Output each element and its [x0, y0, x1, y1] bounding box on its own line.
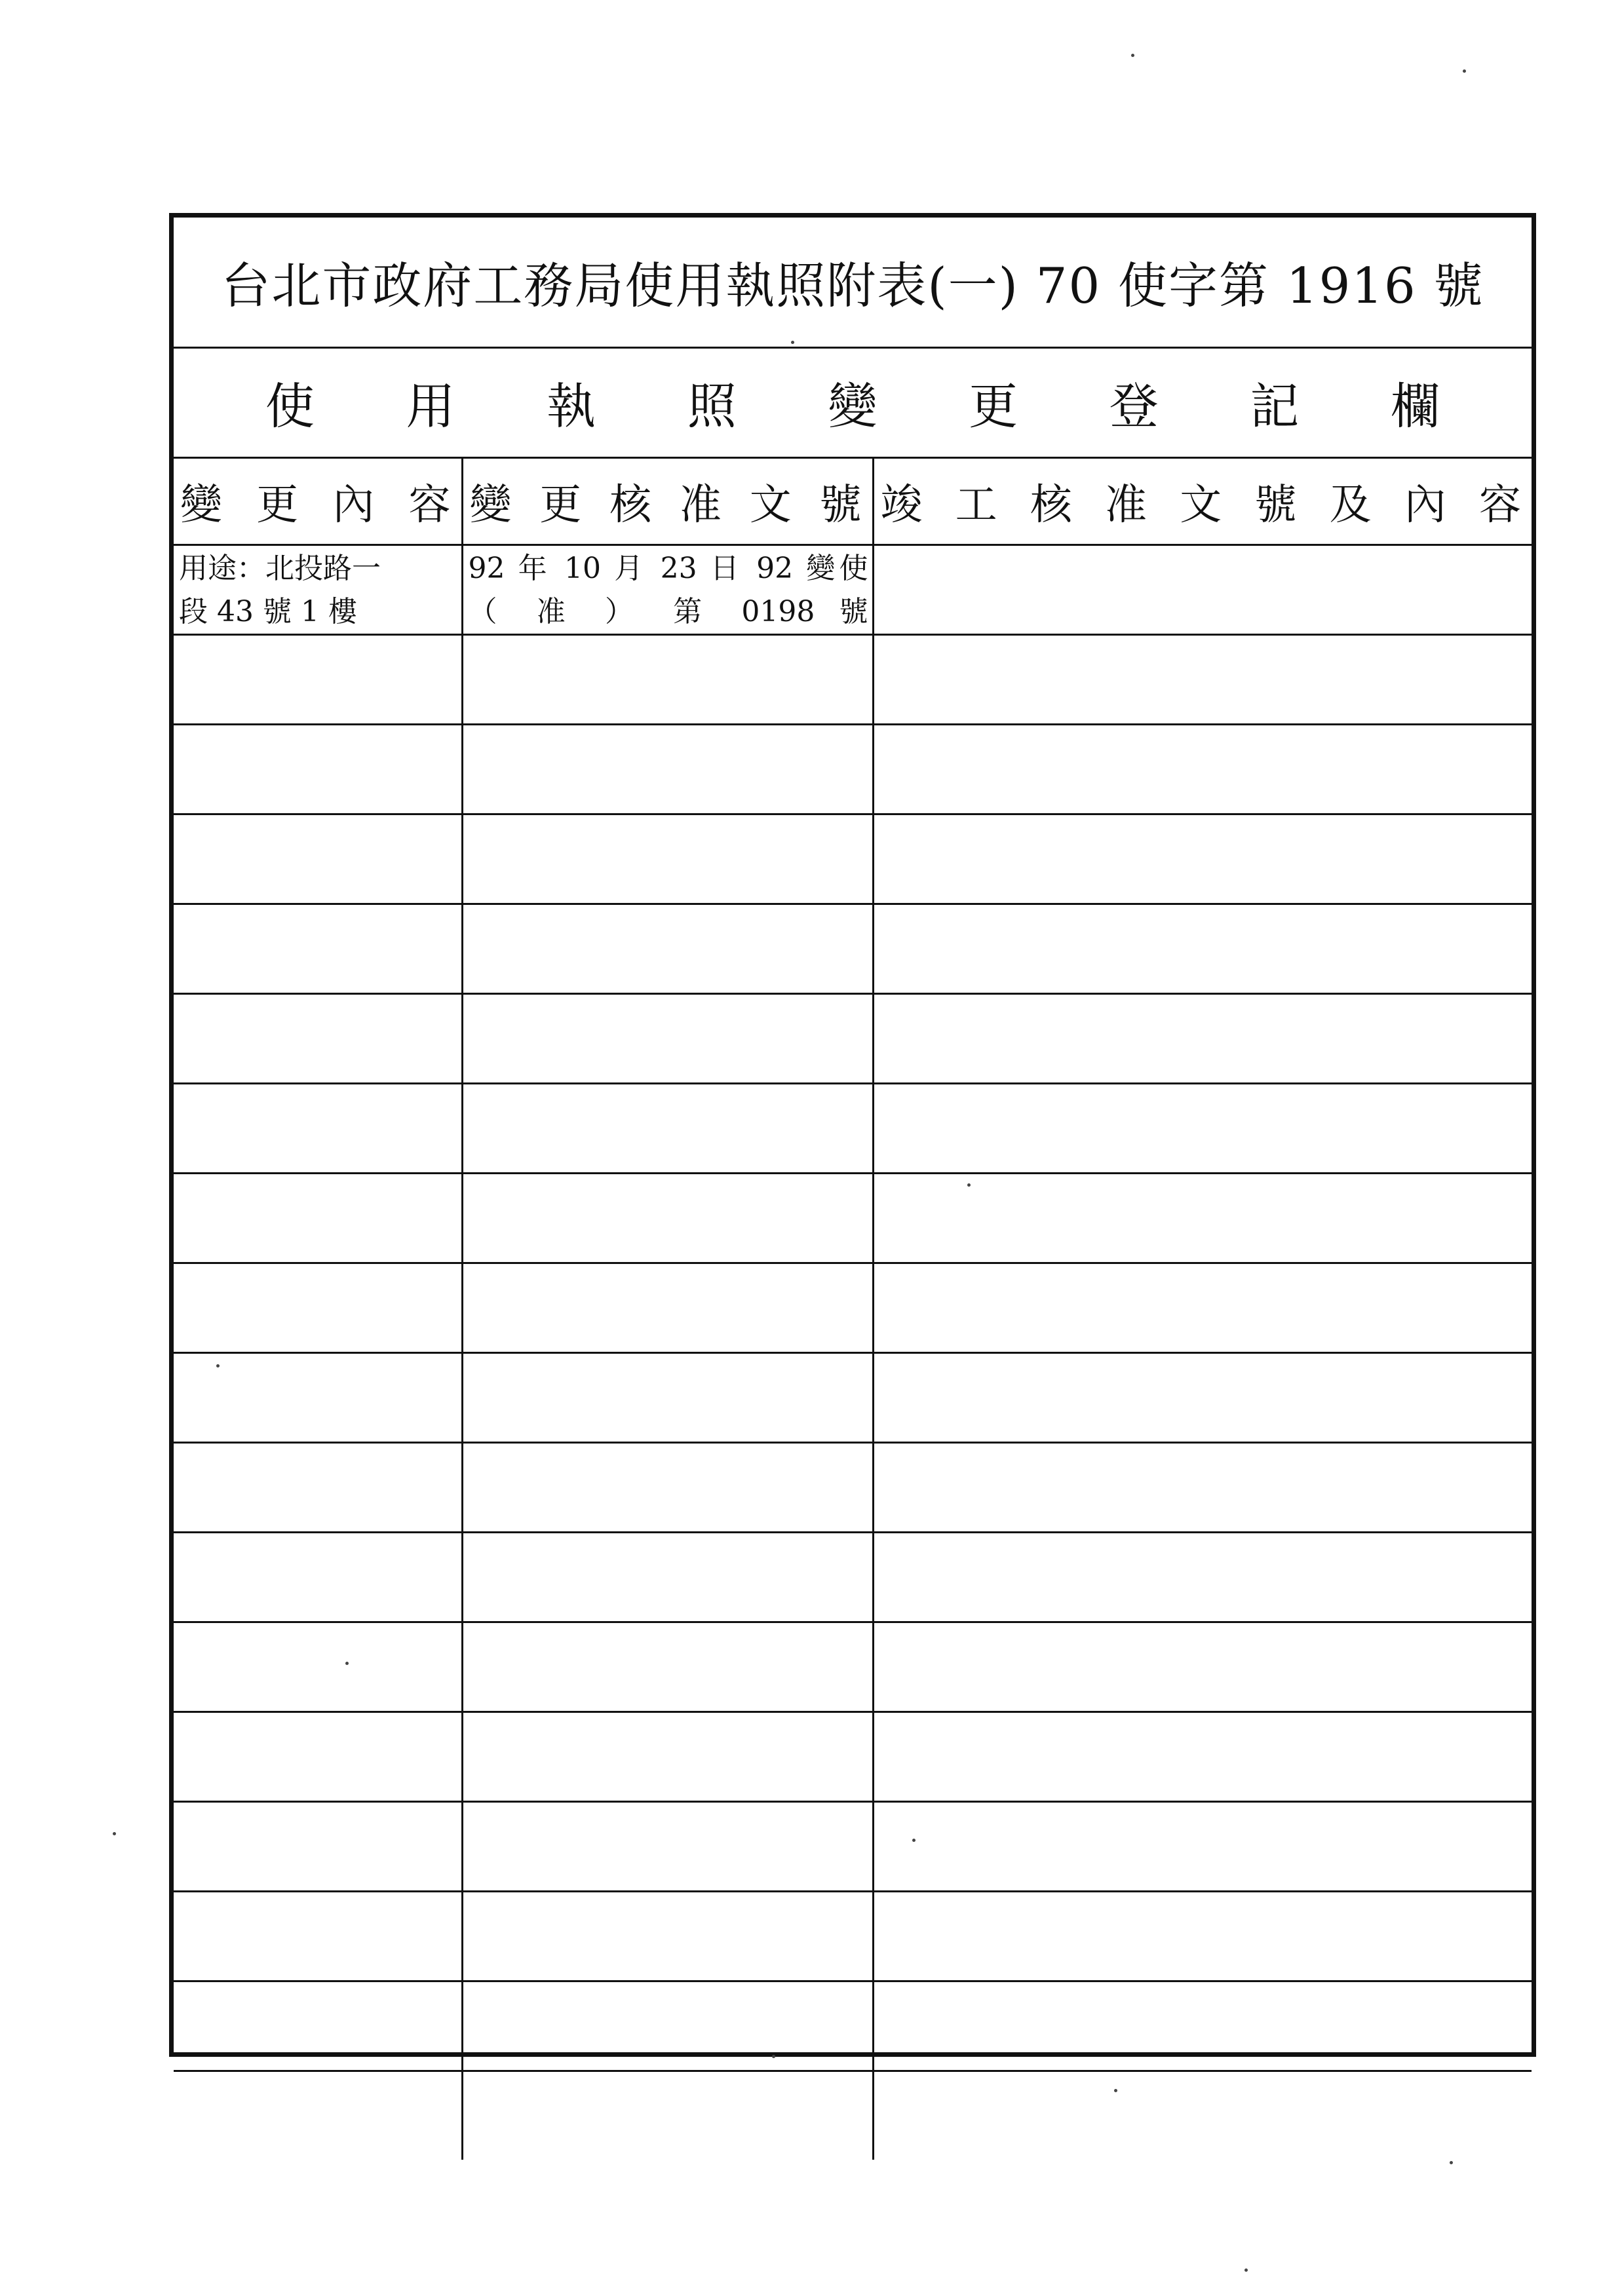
- permit-form: [169, 213, 1536, 2057]
- cell-change-content: [174, 725, 462, 814]
- cell-completion-content: [873, 725, 1532, 814]
- cell-completion-content: [873, 1174, 1532, 1263]
- cell-line: 段 43 號 1 樓: [179, 595, 357, 628]
- cell-approval-number: [462, 635, 873, 725]
- table-row: [174, 1981, 1532, 2071]
- scan-speck: [791, 341, 794, 344]
- cell-approval-number: [462, 2071, 873, 2160]
- scan-speck: [1244, 2268, 1248, 2272]
- cell-completion-content: [873, 1353, 1532, 1443]
- cell-line: 92 年 10 月 23 日 92 變使: [468, 552, 868, 585]
- table-row: [174, 545, 1532, 635]
- cell-approval-number: [462, 1443, 873, 1533]
- cell-completion-content: [873, 1622, 1532, 1712]
- scan-speck: [216, 1364, 220, 1368]
- cell-completion-content: [873, 1802, 1532, 1892]
- cell-change-content: [174, 814, 462, 904]
- cell-change-content: [174, 1622, 462, 1712]
- scan-speck: [967, 1183, 971, 1187]
- scan-speck: [113, 1832, 116, 1835]
- table-row: [174, 814, 1532, 904]
- form-title: 台北市政府工務局使用執照附表(一) 70 使字第 1916 號: [174, 218, 1532, 349]
- cell-completion-content: [873, 1892, 1532, 1981]
- cell-approval-number: [462, 994, 873, 1084]
- cell-completion-content: [873, 545, 1532, 635]
- subtitle-char: 記: [1250, 377, 1300, 435]
- cell-approval-number: [462, 1263, 873, 1353]
- table-row: [174, 2071, 1532, 2160]
- column-header-approval-number: 變 更 核 准 文 號: [462, 459, 873, 545]
- cell-change-content: [174, 2071, 462, 2160]
- cell-change-content: [174, 1892, 462, 1981]
- cell-approval-number: [462, 1084, 873, 1174]
- subtitle-char: 執: [547, 377, 596, 435]
- scan-speck: [772, 2055, 775, 2058]
- scan-speck: [1463, 69, 1466, 73]
- header-row: [174, 459, 1532, 545]
- cell-change-content: [174, 1174, 462, 1263]
- scan-speck: [1450, 2161, 1453, 2164]
- cell-completion-content: [873, 814, 1532, 904]
- cell-approval-number: [462, 1892, 873, 1981]
- table-row: [174, 1892, 1532, 1981]
- cell-completion-content: [873, 2071, 1532, 2160]
- cell-approval-number: [462, 1533, 873, 1622]
- cell-completion-content: [873, 635, 1532, 725]
- table-row: [174, 1263, 1532, 1353]
- subtitle-char: 用: [406, 377, 455, 435]
- scan-speck: [345, 1662, 349, 1665]
- cell-approval-number: [462, 1802, 873, 1892]
- table-row: [174, 904, 1532, 994]
- cell-approval-number: [462, 1622, 873, 1712]
- table-row: [174, 1533, 1532, 1622]
- cell-approval-number: [462, 1353, 873, 1443]
- cell-change-content: [174, 1084, 462, 1174]
- cell-completion-content: [873, 1981, 1532, 2071]
- table-row: [174, 1802, 1532, 1892]
- cell-approval-number: [462, 1174, 873, 1263]
- cell-change-content: [174, 994, 462, 1084]
- cell-change-content: [174, 1533, 462, 1622]
- cell-change-content: [174, 1263, 462, 1353]
- column-header-change-content: 變 更 內 容: [174, 459, 462, 545]
- cell-approval-number: [462, 814, 873, 904]
- column-header-completion-content: 竣 工 核 准 文 號 及 內 容: [873, 459, 1532, 545]
- cell-change-content: [174, 1802, 462, 1892]
- form-subtitle: [174, 349, 1532, 459]
- cell-approval-number: [462, 1981, 873, 2071]
- cell-change-content: [174, 904, 462, 994]
- cell-change-content: [174, 1981, 462, 2071]
- cell-completion-content: [873, 1084, 1532, 1174]
- cell-completion-content: [873, 1263, 1532, 1353]
- cell-completion-content: [873, 1712, 1532, 1802]
- cell-approval-number: [462, 1712, 873, 1802]
- cell-approval-number: [462, 725, 873, 814]
- subtitle-char: 使: [265, 377, 315, 435]
- subtitle-char: 更: [969, 377, 1018, 435]
- table-row: [174, 1622, 1532, 1712]
- cell-completion-content: [873, 1443, 1532, 1533]
- cell-change-content: [174, 545, 462, 635]
- change-register-table: [174, 459, 1532, 2160]
- cell-completion-content: [873, 1533, 1532, 1622]
- cell-completion-content: [873, 904, 1532, 994]
- subtitle-char: 登: [1109, 377, 1159, 435]
- scan-speck: [912, 1839, 916, 1842]
- table-row: [174, 635, 1532, 725]
- table-row: [174, 1084, 1532, 1174]
- scan-speck: [1131, 54, 1134, 57]
- subtitle-char: 照: [687, 377, 737, 435]
- table-row: [174, 994, 1532, 1084]
- cell-line: （ 准 ） 第 0198 號: [468, 595, 868, 628]
- cell-approval-number: [462, 904, 873, 994]
- cell-approval-number: [462, 545, 873, 635]
- table-row: [174, 1712, 1532, 1802]
- cell-line: 用途：北投路一: [179, 552, 381, 585]
- table-row: [174, 1443, 1532, 1533]
- scan-speck: [1114, 2089, 1117, 2092]
- table-row: [174, 1174, 1532, 1263]
- table-row: [174, 1353, 1532, 1443]
- table-row: [174, 725, 1532, 814]
- cell-change-content: [174, 1712, 462, 1802]
- cell-change-content: [174, 635, 462, 725]
- cell-change-content: [174, 1443, 462, 1533]
- cell-completion-content: [873, 994, 1532, 1084]
- subtitle-char: 變: [828, 377, 878, 435]
- subtitle-char: 欄: [1391, 377, 1440, 435]
